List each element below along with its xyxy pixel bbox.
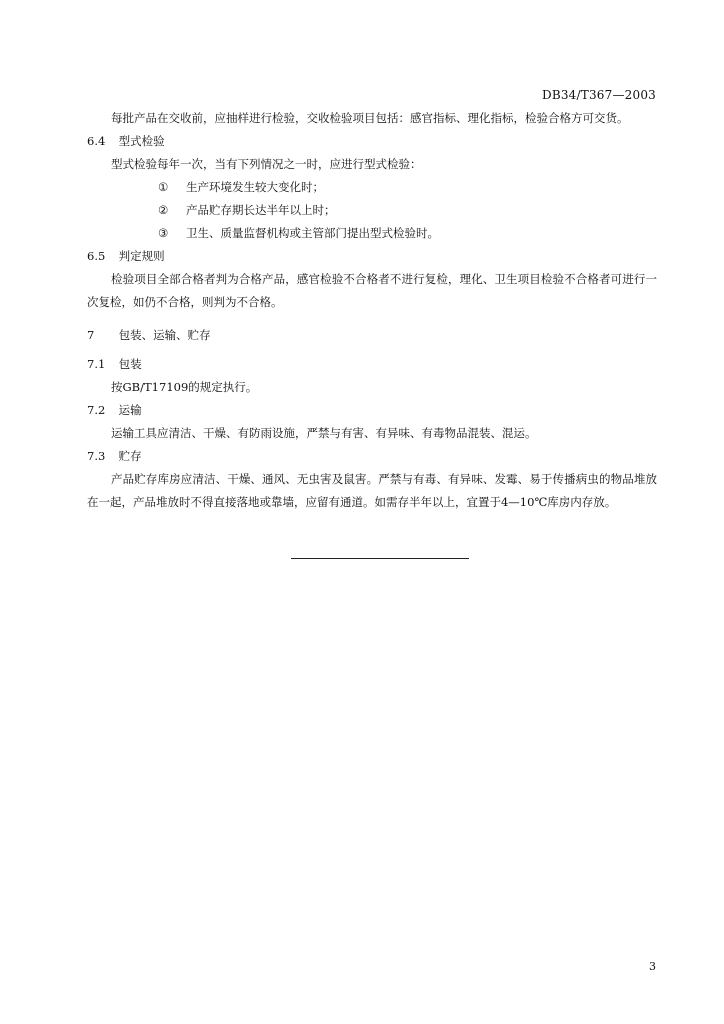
- list-item: [87, 199, 657, 222]
- section-number: 6.4: [87, 134, 106, 148]
- section-title: 包装: [118, 357, 142, 371]
- section-number: 7.3: [87, 449, 106, 463]
- section-heading-7-3: [87, 445, 657, 468]
- condition-list: [87, 176, 657, 245]
- list-marker: ②: [158, 203, 169, 217]
- list-marker: ①: [158, 180, 169, 194]
- section-number: 7.1: [87, 357, 106, 371]
- list-marker: ③: [158, 226, 169, 240]
- section-heading-6-4: [87, 130, 657, 153]
- section-number: 7.2: [87, 403, 106, 417]
- end-rule: [291, 558, 469, 559]
- list-item-text: 生产环境发生较大变化时；: [186, 180, 324, 194]
- header-doc-code: DB34/T367—2003: [542, 88, 656, 102]
- paragraph-6-4: 型式检验每年一次，当有下列情况之一时，应进行型式检验：: [111, 157, 422, 171]
- list-item-text: 卫生、质量监督机构或主管部门提出型式检验时。: [186, 226, 439, 240]
- section-title: 包装、运输、贮存: [118, 328, 211, 342]
- section-title: 贮存: [118, 449, 142, 463]
- document-body: [87, 107, 657, 514]
- paragraph-7-1: 按GB/T17109的规定执行。: [111, 380, 258, 394]
- paragraph-6-5: 检验项目全部合格者判为合格产品，感官检验不合格者不进行复检，理化、卫生项目检验不合格者可进行一次复检，如仍不合格，则判为不合格。: [87, 272, 657, 309]
- page-number: 3: [649, 960, 656, 973]
- list-item: [87, 222, 657, 245]
- section-heading-7: [87, 324, 657, 347]
- paragraph-7-3: 产品贮存库房应清洁、干燥、通风、无虫害及鼠害。严禁与有毒、有异味、发霉、易于传播病虫的物品堆放在一起，产品堆放时不得直接落地或靠墙，应留有通道。如需存半年以上，宜置于4—10℃库房内存放。: [87, 472, 657, 509]
- section-heading-7-1: [87, 353, 657, 376]
- list-item-text: 产品贮存期长达半年以上时；: [186, 203, 336, 217]
- section-number: 7: [87, 328, 95, 342]
- paragraph-acceptance: 每批产品在交收前，应抽样进行检验，交收检验项目包括：感官指标、理化指标，检验合格方可交货。: [111, 111, 629, 125]
- list-item: [87, 176, 657, 199]
- section-heading-6-5: [87, 245, 657, 268]
- paragraph-7-2: 运输工具应清洁、干燥、有防雨设施，严禁与有害、有异味、有毒物品混装、混运。: [111, 426, 537, 440]
- section-number: 6.5: [87, 249, 106, 263]
- section-title: 型式检验: [118, 134, 165, 148]
- section-heading-7-2: [87, 399, 657, 422]
- section-title: 判定规则: [118, 249, 165, 263]
- section-title: 运输: [118, 403, 142, 417]
